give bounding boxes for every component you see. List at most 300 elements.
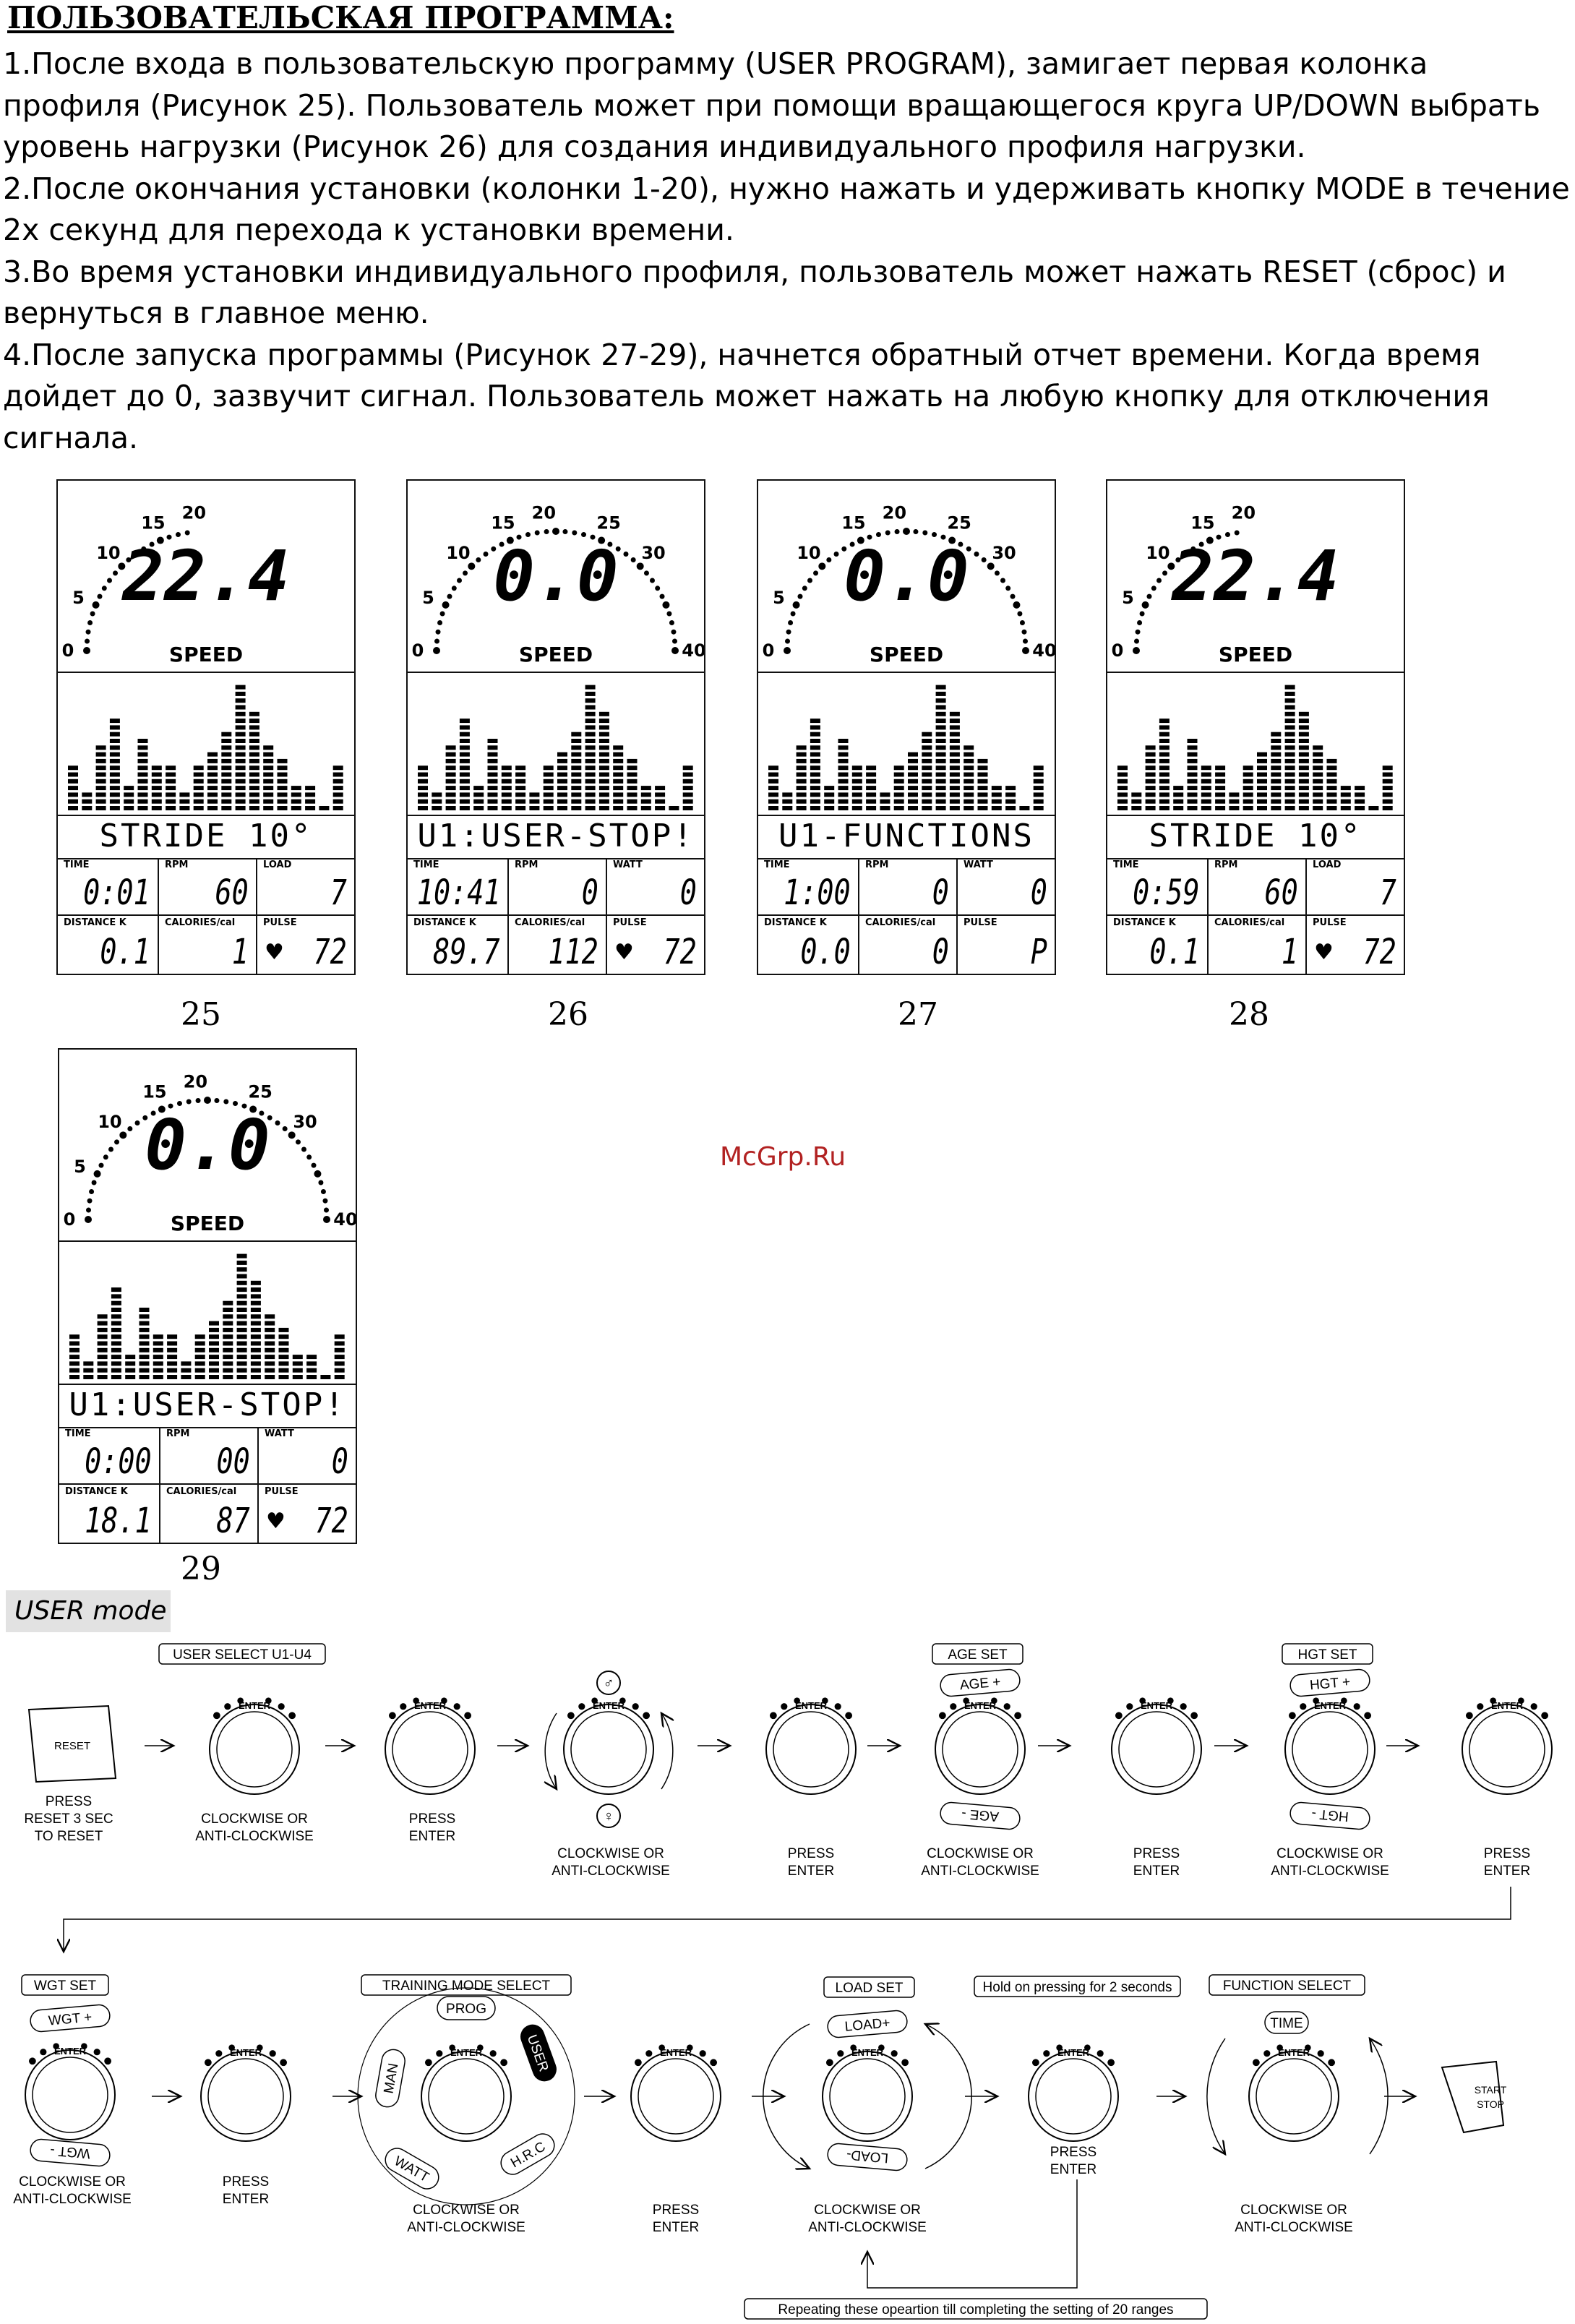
profile-segment [936, 779, 946, 784]
profile-segment [683, 792, 693, 797]
gauge-tick [312, 1163, 317, 1168]
profile-segment [265, 1348, 275, 1352]
knob-dot [29, 2057, 36, 2064]
profile-segment [1313, 786, 1323, 790]
profile-segment [237, 1294, 247, 1298]
message-line: U1-FUNCTIONS [758, 815, 1055, 859]
profile-segment [936, 732, 946, 737]
profile-segment [265, 1321, 275, 1326]
profile-segment [1299, 712, 1309, 716]
speed-value: 22.4 [1172, 536, 1339, 617]
enter-knob-2 [385, 1697, 475, 1794]
rpm-value: 0 [581, 872, 598, 913]
profile-segment [1159, 719, 1170, 723]
profile-segment [69, 1368, 80, 1373]
watt-cell [259, 1427, 356, 1485]
figure-caption: 25 [181, 996, 221, 1033]
profile-segment [446, 773, 456, 777]
profile-segment [249, 806, 259, 810]
profile-segment [207, 806, 218, 810]
profile-segment [96, 792, 106, 797]
profile-segment [502, 792, 512, 797]
profile-segment [838, 773, 849, 777]
profile-segment [249, 719, 259, 723]
load-value: 7 [330, 872, 347, 913]
profile-segment [585, 779, 596, 784]
profile-segment [111, 1348, 121, 1352]
knob-dot [1300, 1703, 1306, 1710]
profile-segment [167, 1342, 177, 1346]
profile-segment [111, 1328, 121, 1332]
knob-dot [635, 2059, 642, 2066]
profile-segment [978, 792, 988, 797]
profile-segment [209, 1361, 219, 1365]
profile-segment [110, 773, 120, 777]
gauge-scale-label: 20 [1231, 502, 1256, 523]
gauge-tick [1010, 594, 1016, 599]
profile-segment [138, 745, 148, 750]
profile-segment [992, 786, 1002, 790]
gauge-tick [440, 612, 445, 617]
gauge-tick [788, 620, 793, 625]
profile-segment [98, 1342, 108, 1346]
profile-segment [237, 1287, 247, 1292]
profile-segment [627, 759, 638, 763]
console-display-28 [1106, 479, 1405, 975]
profile-segment [866, 766, 876, 770]
profile-segment [838, 745, 849, 750]
profile-segment [221, 779, 231, 784]
profile-segment [1313, 745, 1323, 750]
enter-knob-13 [823, 2044, 912, 2141]
profile-segment [1229, 792, 1239, 797]
calories-cell [159, 916, 257, 974]
gauge-tick [103, 1154, 108, 1159]
profile-segment [768, 806, 778, 810]
profile-segment [1299, 806, 1309, 810]
profile-segment [305, 792, 315, 797]
profile-segment [1285, 773, 1295, 777]
profile-segment [950, 752, 960, 757]
enter-label: ENTER [1490, 1700, 1524, 1711]
profile-segment [866, 799, 876, 804]
profile-segment [544, 799, 554, 804]
profile-segment [96, 773, 106, 777]
profile-segment [1299, 739, 1309, 743]
profile-segment [237, 1355, 247, 1359]
profile-segment [1034, 766, 1044, 770]
profile-segment [557, 779, 567, 784]
pulse-label: PULSE [1313, 917, 1347, 928]
knob-dot [1190, 1712, 1198, 1719]
knob-dot [425, 2059, 432, 2066]
profile-segment [1159, 779, 1170, 784]
profile-segment [782, 792, 792, 797]
profile-segment [768, 799, 778, 804]
gauge-tick [301, 1147, 306, 1152]
profile-segment [335, 1361, 345, 1365]
profile-segment [251, 1328, 261, 1332]
profile-segment [418, 806, 428, 810]
profile-segment [964, 799, 974, 804]
calories-value: 1 [231, 932, 249, 972]
pulse-cell [1307, 916, 1404, 974]
profile-segment [922, 792, 932, 797]
speed-section [408, 481, 704, 673]
knob-dot [1107, 2059, 1115, 2066]
profile-segment [502, 779, 512, 784]
profile-segment [167, 1375, 177, 1379]
knob-dot [835, 1703, 841, 1710]
profile-segment [110, 786, 120, 790]
profile-segment [110, 799, 120, 804]
message-line: U1:USER-STOP! [59, 1384, 356, 1428]
profile-segment [140, 1355, 150, 1359]
press-enter-text: PRESS [1050, 2145, 1097, 2160]
profile-segment [1243, 786, 1253, 790]
press-enter-text: ENTER [1483, 1864, 1531, 1879]
profile-segment [124, 786, 134, 790]
profile-segment [1299, 799, 1309, 804]
profile-segment [922, 806, 932, 810]
profile-segment [866, 773, 876, 777]
profile-segment [221, 732, 231, 737]
profile-segment [152, 773, 162, 777]
profile-segment [585, 732, 596, 737]
profile-segment [110, 752, 120, 757]
profile-segment [838, 792, 849, 797]
knob-dot [700, 2050, 706, 2057]
profile-segment [950, 732, 960, 737]
profile-segment [1131, 799, 1141, 804]
profile-segment [824, 786, 834, 790]
profile-segment [237, 1274, 247, 1279]
profile-segment [69, 1342, 80, 1346]
profile-segment [263, 773, 273, 777]
profile-segment [1146, 766, 1156, 770]
press-enter-text: PRESS [787, 1846, 835, 1861]
start-stop-label: START [1474, 2084, 1507, 2096]
profile-segment [922, 752, 932, 757]
profile-segment [922, 739, 932, 743]
profile-segment [797, 806, 807, 810]
profile-segment [110, 806, 120, 810]
profile-segment [251, 1281, 261, 1285]
gauge-tick [119, 1131, 126, 1139]
time-label: TIME [65, 1428, 91, 1439]
profile-segment [950, 779, 960, 784]
profile-segment [1146, 786, 1156, 790]
gauge-tick [1137, 620, 1142, 625]
speed-label: SPEED [170, 1212, 245, 1235]
rpm-cell [859, 858, 958, 916]
profile-segment [98, 1321, 108, 1326]
knob-dot [781, 1703, 787, 1710]
gauge-tick [922, 531, 927, 536]
profile-segment [502, 806, 512, 810]
profile-segment [291, 786, 301, 790]
profile-segment [166, 773, 176, 777]
enter-label: ENTER [450, 2047, 483, 2058]
profile-segment [1327, 773, 1337, 777]
profile-segment [140, 1348, 150, 1352]
gauge-tick [535, 531, 540, 536]
profile-segment [502, 786, 512, 790]
age-set-label: AGE SET [948, 1647, 1008, 1663]
profile-segment [627, 779, 638, 784]
profile-segment [1117, 786, 1128, 790]
profile-segment [251, 1348, 261, 1352]
knob-dot [104, 2057, 111, 2064]
knob-dot [205, 2059, 212, 2066]
distance-label: DISTANCE K [413, 917, 476, 928]
profile-segment [1201, 786, 1211, 790]
knob-dot [1541, 1712, 1548, 1719]
profile-segment [237, 1301, 247, 1305]
profile-segment [488, 773, 498, 777]
mode-man-button [374, 2048, 406, 2109]
time-cell [1107, 858, 1209, 916]
press-enter-text: ENTER [222, 2192, 270, 2207]
knob-dot [845, 1712, 852, 1719]
profile-segment [68, 799, 78, 804]
profile-segment [153, 1375, 163, 1379]
gauge-tick [318, 1180, 323, 1185]
profile-segment [110, 739, 120, 743]
profile-segment [488, 799, 498, 804]
profile-segment [96, 786, 106, 790]
profile-segment [1201, 792, 1211, 797]
profile-segment [195, 1361, 205, 1365]
profile-segment [1188, 745, 1198, 750]
profile-segment [1034, 806, 1044, 810]
profile-segment [768, 766, 778, 770]
rpm-label: RPM [515, 859, 538, 870]
profile-segment [1355, 806, 1365, 810]
profile-segment [1285, 745, 1295, 750]
profile-segment [237, 1254, 247, 1259]
profile-segment [138, 806, 148, 810]
profile-segment [515, 766, 525, 770]
profile-segment [1313, 806, 1323, 810]
pulse-cell [958, 916, 1055, 974]
profile-segment [1383, 799, 1393, 804]
profile-segment [418, 779, 428, 784]
profile-segment [263, 786, 273, 790]
profile-segment [1271, 792, 1281, 797]
profile-segment [544, 773, 554, 777]
profile-segment [1285, 692, 1295, 696]
profile-segment [1188, 766, 1198, 770]
profile-segment [1285, 719, 1295, 723]
profile-segment [529, 799, 539, 804]
profile-segment [152, 792, 162, 797]
gauge-tick [85, 639, 90, 644]
profile-segment [265, 1314, 275, 1318]
profile-segment [797, 799, 807, 804]
profile-segment [1271, 752, 1281, 757]
profile-segment [502, 766, 512, 770]
profile-segment [1257, 799, 1267, 804]
profile-segment [251, 1342, 261, 1346]
profile-segment [488, 745, 498, 750]
profile-segment [460, 725, 470, 729]
profile-segment [1201, 779, 1211, 784]
profile-segment [950, 712, 960, 716]
profile-segment [209, 1355, 219, 1359]
profile-segment [111, 1301, 121, 1305]
enter-label: ENTER [238, 1700, 271, 1711]
profile-segment [111, 1321, 121, 1326]
rpm-value: 60 [215, 872, 249, 913]
profile-segment [207, 779, 218, 784]
profile-segment [278, 773, 288, 777]
load-plus-button [827, 2010, 908, 2038]
profile-segment [557, 766, 567, 770]
profile-segment [599, 766, 609, 770]
instruction-1: 1.После входа в пользовательскую программу (USER PROGRAM), замигает первая колонка профиля (Рисунок 25). Пользователь может при помощи вращающегося круга UP/DOWN выбрать уровень нагрузки (Рисунок 26) для создания индивидуального профиля нагрузки. [3, 46, 1541, 164]
profile-segment [432, 806, 442, 810]
svg-text:PROG: PROG [446, 2002, 486, 2017]
profile-segment [446, 792, 456, 797]
press-enter-text: ENTER [1050, 2162, 1097, 2177]
profile-segment [110, 745, 120, 750]
profile-segment [1146, 806, 1156, 810]
profile-segment [613, 799, 623, 804]
gauge-tick [1136, 630, 1141, 635]
profile-segment [1341, 792, 1351, 797]
profile-segment [1188, 799, 1198, 804]
knob-dot [632, 1703, 639, 1710]
profile-segment [585, 685, 596, 690]
profile-segment [1257, 759, 1267, 763]
page-title: ПОЛЬЗОВАТЕЛЬСКАЯ ПРОГРАММА: [7, 0, 674, 35]
profile-segment [585, 739, 596, 743]
figure-caption: 26 [548, 996, 588, 1033]
profile-segment [1299, 779, 1309, 784]
profile-segment [209, 1334, 219, 1339]
profile-segment [221, 766, 231, 770]
profile-segment [1355, 799, 1365, 804]
profile-segment [1327, 766, 1337, 770]
profile-segment [265, 1355, 275, 1359]
profile-segment [571, 773, 581, 777]
profile-segment [950, 773, 960, 777]
profile-segment [251, 1294, 261, 1298]
wgt-plus-button [30, 2004, 111, 2032]
gauge-tick [306, 1154, 312, 1159]
profile-segment [251, 1334, 261, 1339]
svg-text:HGT +: HGT + [1309, 1674, 1352, 1694]
knob-dot [1318, 2050, 1324, 2057]
profile-segment [936, 698, 946, 703]
profile-segment [1383, 792, 1393, 797]
gauge-tick [288, 1131, 296, 1139]
profile-segment [237, 1267, 247, 1272]
knob-dot [436, 2050, 442, 2057]
enter-knob-8 [1462, 1697, 1552, 1794]
gauge-tick [434, 639, 439, 644]
knob-dot [490, 2050, 497, 2057]
profile-segment [460, 732, 470, 737]
profile-segment [894, 786, 904, 790]
profile-segment [810, 792, 820, 797]
press-reset-text: TO RESET [34, 1829, 103, 1844]
time-value: 0:00 [85, 1441, 152, 1482]
profile-segment [1117, 779, 1128, 784]
distance-cell [1107, 916, 1209, 974]
instruction-4: 4.После запуска программы (Рисунок 27-29), начнется обратный отчет времени. Когда время дойдет до 0, зазвучит сигнал. Пользователь может нажать на любую кнопку для отключения сигнала. [3, 337, 1490, 455]
profile-segment [96, 745, 106, 750]
pulse-label: PULSE [265, 1486, 299, 1497]
profile-segment [978, 773, 988, 777]
time-label: TIME [1113, 859, 1139, 870]
profile-segment [797, 773, 807, 777]
profile-segment [866, 806, 876, 810]
profile-segment [488, 792, 498, 797]
profile-segment [613, 779, 623, 784]
profile-segment [1173, 799, 1183, 804]
profile-segment [950, 725, 960, 729]
profile-segment [460, 759, 470, 763]
gauge-scale-label: 5 [422, 587, 434, 608]
profile-segment [1159, 745, 1170, 750]
profile-segment [418, 773, 428, 777]
calories-label: CALORIES/cal [515, 917, 585, 928]
profile-segment [319, 806, 329, 810]
profile-segment [195, 1368, 205, 1373]
profile-segment [908, 759, 918, 763]
profile-segment [209, 1328, 219, 1332]
profile-segment [613, 792, 623, 797]
profile-segment [1146, 752, 1156, 757]
profile-segment [1355, 786, 1365, 790]
knob-dot [643, 1712, 650, 1719]
profile-segment [1299, 719, 1309, 723]
profile-segment [1271, 773, 1281, 777]
mode-prog-button [437, 1997, 495, 2020]
knob-dot [578, 1703, 585, 1710]
profile-segment [418, 766, 428, 770]
profile-segment [110, 766, 120, 770]
gauge-tick [802, 586, 807, 591]
profile-segment [922, 732, 932, 737]
gauge-scale-label: 5 [74, 1156, 86, 1177]
gauge-tick [476, 557, 481, 562]
profile-segment [768, 792, 778, 797]
profile-segment [181, 1368, 191, 1373]
profile-segment [1299, 752, 1309, 757]
profile-segment [221, 806, 231, 810]
profile-segment [207, 766, 218, 770]
enter-knob-3 [564, 1697, 653, 1794]
press-enter-text: PRESS [1483, 1846, 1531, 1861]
pulse-label: PULSE [964, 917, 997, 928]
profile-segment [936, 745, 946, 750]
profile-segment [1383, 766, 1393, 770]
press-enter-text: ENTER [408, 1829, 456, 1844]
profile-segment [69, 1375, 80, 1379]
profile-segment [194, 792, 204, 797]
load-value: 7 [1379, 872, 1396, 913]
enter-knob-1 [210, 1697, 299, 1794]
enter-knob-4 [766, 1697, 856, 1794]
profile-segment [599, 792, 609, 797]
gauge-tick [484, 552, 489, 557]
time-label: TIME [413, 859, 439, 870]
profile-segment [1159, 792, 1170, 797]
profile-segment [263, 766, 273, 770]
